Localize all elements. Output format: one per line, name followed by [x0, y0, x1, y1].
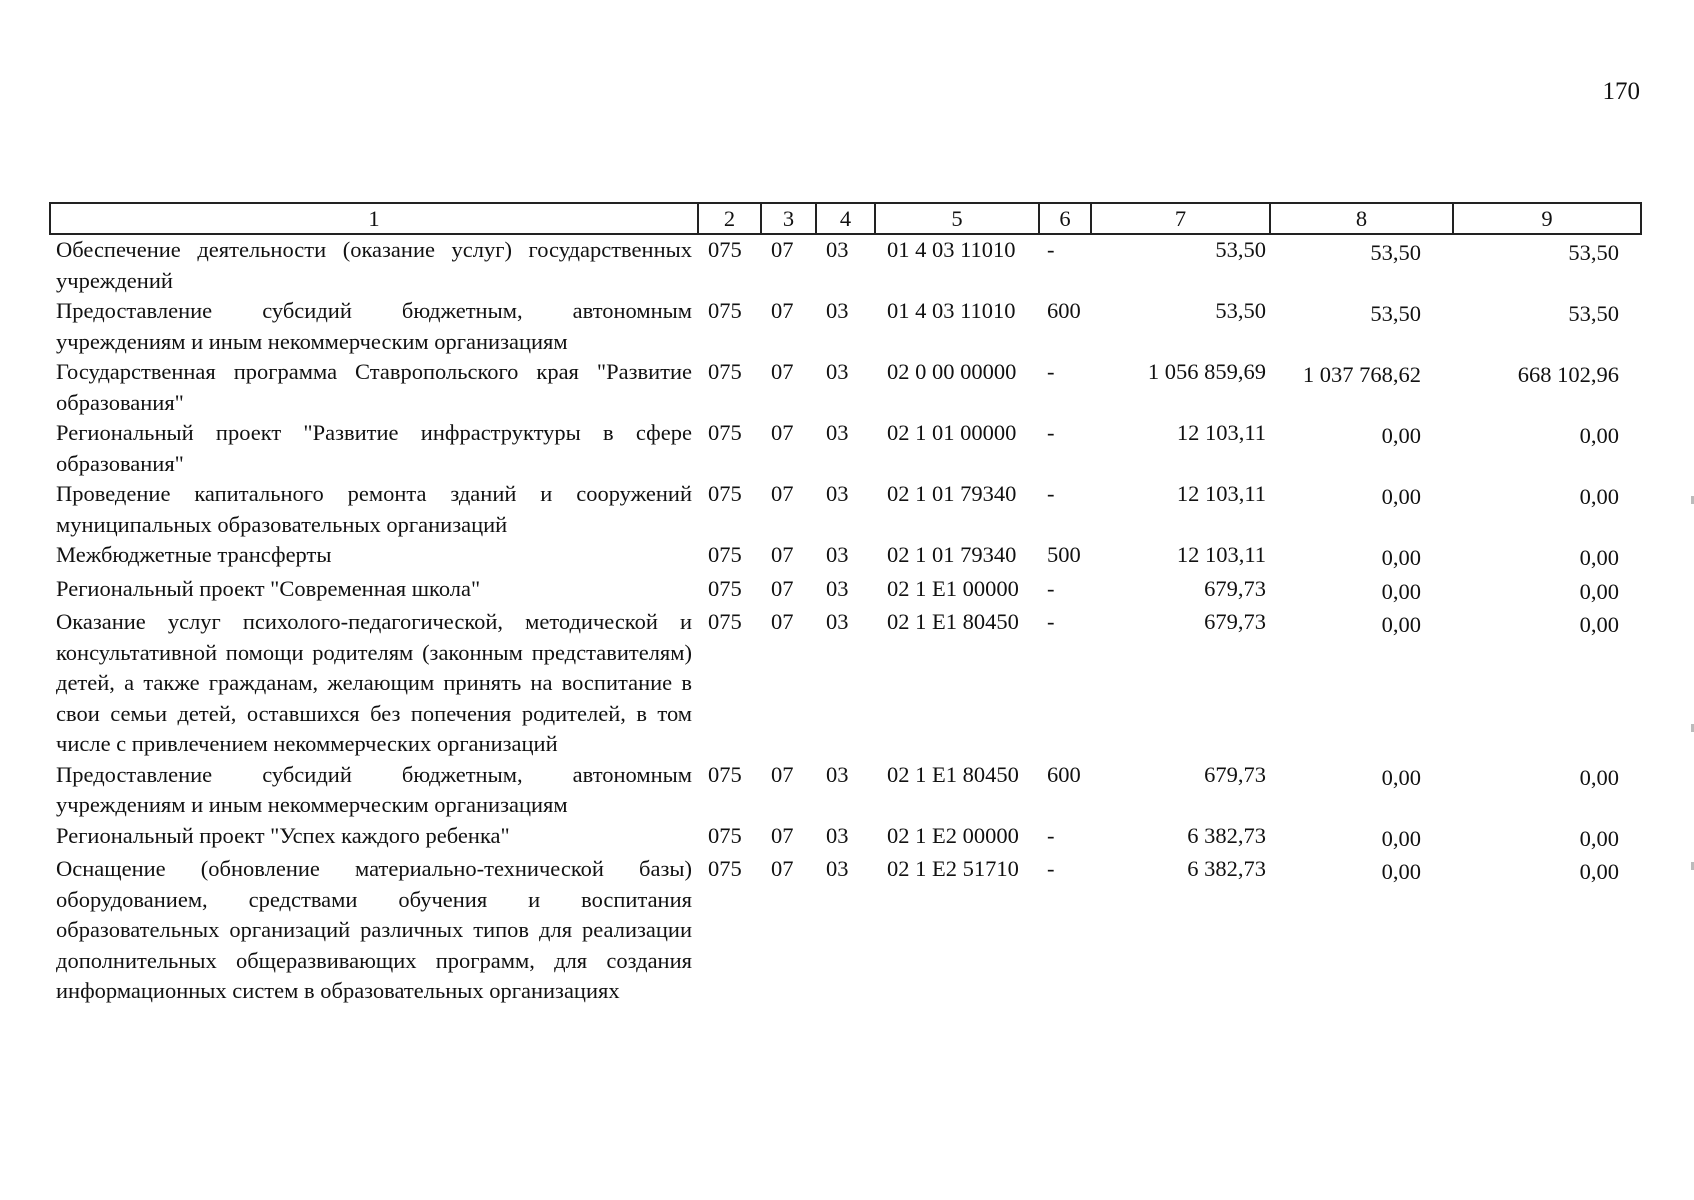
- row-vr-cell: 500: [1047, 542, 1081, 567]
- row-amount-year1-cell: 12 103,11: [1176, 542, 1266, 567]
- header-cell-5: 5: [875, 203, 1039, 234]
- table-row: [50, 760, 1641, 821]
- row-pr-cell: 03: [826, 481, 849, 506]
- row-pr-cell: 03: [826, 856, 849, 881]
- header-row: [50, 203, 1641, 234]
- row-amount-year1-cell: 6 382,73: [1187, 856, 1266, 881]
- row-ved-cell: 075: [708, 856, 742, 881]
- row-name-cell: Оснащение (обновление материально-технической базы) оборудованием, средствами обучения и воспитания образовательных организаций различных типов для реализации дополнительных общеразвивающих программ, для создания информационных систем в образовательных организациях: [56, 856, 692, 1003]
- row-rz-cell: 07: [771, 609, 794, 634]
- row-amount-year1-cell: 6 382,73: [1187, 822, 1266, 848]
- row-pr-cell: 03: [826, 542, 849, 567]
- row-amount-year3-cell: 668 102,96: [1517, 362, 1619, 387]
- row-ved-cell: 075: [708, 481, 742, 506]
- table-header: [50, 203, 1641, 234]
- row-amount-year3-cell: 0,00: [1579, 764, 1619, 790]
- row-csr-cell: 01 4 03 11010: [887, 237, 1016, 262]
- row-ved-cell: 075: [708, 609, 742, 634]
- row-amount-year2-cell: 0,00: [1381, 825, 1421, 851]
- table-row: [50, 821, 1641, 855]
- table-row: [50, 854, 1641, 1007]
- row-pr-cell: 03: [826, 298, 849, 323]
- row-ved-cell: 075: [708, 237, 742, 262]
- table-row: [50, 607, 1641, 760]
- table-row: [50, 418, 1641, 479]
- row-amount-year3-cell: 0,00: [1579, 578, 1619, 604]
- row-vr-cell: 600: [1047, 298, 1081, 323]
- row-ved-cell: 075: [708, 575, 742, 601]
- row-vr-cell: -: [1047, 609, 1055, 634]
- row-pr-cell: 03: [826, 609, 849, 634]
- row-amount-year2-cell: 1 037 768,62: [1302, 362, 1421, 387]
- header-cell-4: 4: [816, 203, 875, 234]
- row-csr-cell: 01 4 03 11010: [887, 298, 1016, 323]
- row-csr-cell: 02 1 01 79340: [887, 542, 1017, 567]
- row-rz-cell: 07: [771, 237, 794, 262]
- table-row: [50, 574, 1641, 608]
- row-csr-cell: 02 1 E1 80450: [887, 761, 1019, 787]
- row-amount-year2-cell: 53,50: [1370, 240, 1421, 265]
- row-amount-year1-cell: 679,73: [1204, 609, 1266, 634]
- row-amount-year1-cell: 1 056 859,69: [1147, 359, 1266, 384]
- row-amount-year3-cell: 0,00: [1579, 423, 1619, 448]
- row-vr-cell: -: [1047, 575, 1055, 601]
- row-pr-cell: 03: [826, 761, 849, 787]
- row-vr-cell: -: [1047, 856, 1055, 881]
- row-name-cell: Региональный проект "Успех каждого ребенка": [56, 822, 510, 848]
- row-name-cell: Предоставление субсидий бюджетным, автономным учреждениям и иным некоммерческим организациям: [56, 298, 692, 354]
- row-ved-cell: 075: [708, 822, 742, 848]
- row-amount-year1-cell: 53,50: [1215, 298, 1266, 323]
- row-pr-cell: 03: [826, 359, 849, 384]
- row-rz-cell: 07: [771, 298, 794, 323]
- row-name-cell: Межбюджетные трансферты: [56, 542, 332, 567]
- row-name-cell: Обеспечение деятельности (оказание услуг) государственных учреждений: [56, 237, 692, 293]
- budget-table: [49, 202, 1642, 1007]
- row-pr-cell: 03: [826, 420, 849, 445]
- row-ved-cell: 075: [708, 761, 742, 787]
- row-ved-cell: 075: [708, 420, 742, 445]
- row-amount-year3-cell: 0,00: [1579, 612, 1619, 637]
- header-cell-1: 1: [50, 203, 698, 234]
- header-cell-2: 2: [698, 203, 761, 234]
- row-vr-cell: 600: [1047, 761, 1081, 787]
- row-name-cell: Региональный проект "Развитие инфраструктуры в сфере образования": [56, 420, 692, 476]
- table-row: [50, 234, 1641, 296]
- row-amount-year1-cell: 53,50: [1215, 237, 1266, 262]
- row-name-cell: Региональный проект "Современная школа": [56, 575, 481, 601]
- row-rz-cell: 07: [771, 420, 794, 445]
- row-rz-cell: 07: [771, 761, 794, 787]
- row-ved-cell: 075: [708, 542, 742, 567]
- row-amount-year2-cell: 0,00: [1381, 764, 1421, 790]
- row-amount-year2-cell: 0,00: [1381, 578, 1421, 604]
- row-csr-cell: 02 1 E1 00000: [887, 575, 1019, 601]
- row-rz-cell: 07: [771, 481, 794, 506]
- header-cell-8: 8: [1270, 203, 1453, 234]
- row-rz-cell: 07: [771, 542, 794, 567]
- row-amount-year1-cell: 12 103,11: [1176, 481, 1266, 506]
- row-amount-year2-cell: 0,00: [1381, 612, 1421, 637]
- header-cell-9: 9: [1453, 203, 1641, 234]
- table-row: [50, 296, 1641, 357]
- row-rz-cell: 07: [771, 359, 794, 384]
- row-csr-cell: 02 1 01 79340: [887, 481, 1017, 506]
- row-amount-year2-cell: 53,50: [1370, 301, 1421, 326]
- row-name-cell: Предоставление субсидий бюджетным, автономным учреждениям и иным некоммерческим организациям: [56, 761, 692, 817]
- row-name-cell: Проведение капитального ремонта зданий и сооружений муниципальных образовательных организаций: [56, 481, 692, 537]
- row-amount-year1-cell: 12 103,11: [1176, 420, 1266, 445]
- table-row: [50, 357, 1641, 418]
- header-cell-7: 7: [1091, 203, 1270, 234]
- row-name-cell: Государственная программа Ставропольского края "Развитие образования": [56, 359, 692, 415]
- row-pr-cell: 03: [826, 237, 849, 262]
- row-csr-cell: 02 1 E1 80450: [887, 609, 1019, 634]
- table-body: [50, 234, 1641, 1007]
- row-amount-year2-cell: 0,00: [1381, 859, 1421, 884]
- row-csr-cell: 02 0 00 00000: [887, 359, 1017, 384]
- row-pr-cell: 03: [826, 822, 849, 848]
- row-amount-year3-cell: 0,00: [1579, 825, 1619, 851]
- row-amount-year1-cell: 679,73: [1204, 575, 1266, 601]
- row-vr-cell: -: [1047, 481, 1055, 506]
- row-amount-year3-cell: 0,00: [1579, 484, 1619, 509]
- row-ved-cell: 075: [708, 298, 742, 323]
- row-csr-cell: 02 1 E2 51710: [887, 856, 1019, 881]
- page-number: 170: [1602, 78, 1640, 105]
- row-vr-cell: -: [1047, 359, 1055, 384]
- row-csr-cell: 02 1 01 00000: [887, 420, 1017, 445]
- row-ved-cell: 075: [708, 359, 742, 384]
- row-amount-year3-cell: 53,50: [1568, 240, 1619, 265]
- row-csr-cell: 02 1 E2 00000: [887, 822, 1019, 848]
- row-amount-year3-cell: 0,00: [1579, 545, 1619, 570]
- row-amount-year2-cell: 0,00: [1381, 423, 1421, 448]
- row-amount-year3-cell: 0,00: [1579, 859, 1619, 884]
- row-rz-cell: 07: [771, 575, 794, 601]
- header-cell-3: 3: [761, 203, 816, 234]
- row-amount-year1-cell: 679,73: [1204, 761, 1266, 787]
- row-amount-year2-cell: 0,00: [1381, 484, 1421, 509]
- header-cell-6: 6: [1039, 203, 1091, 234]
- row-amount-year2-cell: 0,00: [1381, 545, 1421, 570]
- row-pr-cell: 03: [826, 575, 849, 601]
- row-vr-cell: -: [1047, 237, 1055, 262]
- row-amount-year3-cell: 53,50: [1568, 301, 1619, 326]
- row-name-cell: Оказание услуг психолого-педагогической, методической и консультативной помощи родителям (законным представителям) детей, а также гражданам, желающим принять на воспитание в свои семьи детей, оставшихся без попечения родителей, в том числе с привлечением некоммерческих организаций: [56, 609, 692, 756]
- row-rz-cell: 07: [771, 856, 794, 881]
- table-row: [50, 540, 1641, 574]
- row-vr-cell: -: [1047, 822, 1055, 848]
- table-row: [50, 479, 1641, 540]
- row-rz-cell: 07: [771, 822, 794, 848]
- row-vr-cell: -: [1047, 420, 1055, 445]
